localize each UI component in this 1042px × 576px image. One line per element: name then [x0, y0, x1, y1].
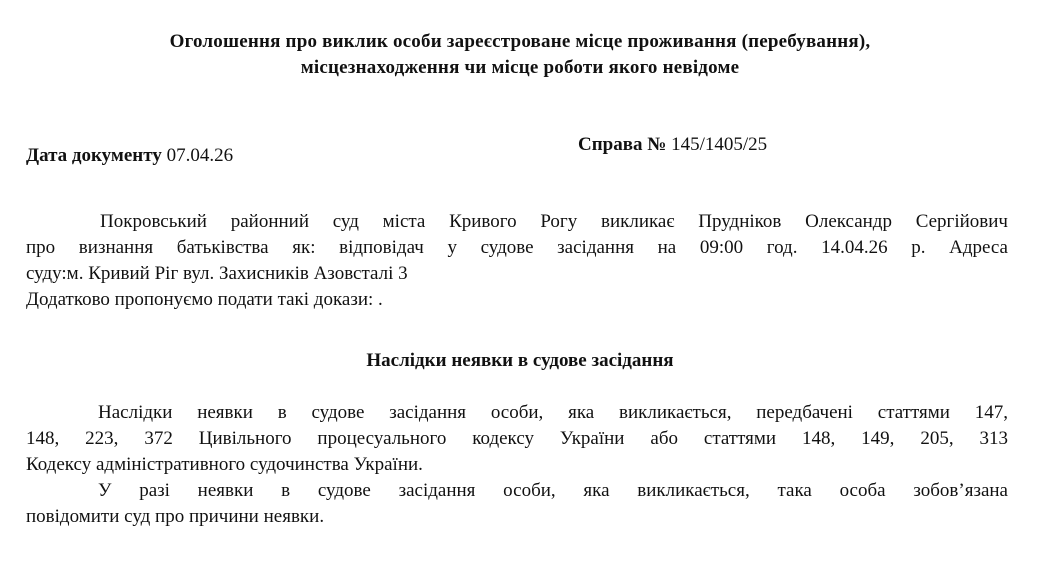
- document-date: [26, 145, 233, 167]
- case-number-label: Справа №: [578, 134, 667, 155]
- consequences-paragraph: [26, 400, 1008, 530]
- consequences-line-5: повідомити суд про причини неявки.: [26, 506, 325, 527]
- case-number-value: 145/1405/25: [671, 134, 768, 155]
- summons-paragraph: [26, 209, 1008, 313]
- consequences-line-4: У разі неявки в судове засідання особи, яка викликається, така особа зобов’язана: [98, 480, 1008, 501]
- heading-line-1: Оголошення про виклик особи зареєстроване місце проживання (перебування),: [169, 31, 871, 52]
- heading-line-2: місцезнаходження чи місце роботи якого невідоме: [300, 57, 740, 78]
- consequences-line-3: Кодексу адміністративного судочинства України.: [26, 454, 423, 475]
- document-date-label: Дата документу: [26, 145, 162, 166]
- summons-line-3: суду:м. Кривий Ріг вул. Захисників Азовсталі 3: [26, 263, 408, 284]
- summons-line-1: Покровський районний суд міста Кривого Рогу викликає Прудніков Олександр Сергійович: [100, 211, 1008, 232]
- case-number: [578, 134, 767, 156]
- document-date-value: 07.04.26: [166, 145, 234, 166]
- consequences-line-1: Наслідки неявки в судове засідання особи, яка викликається, передбачені статтями 147,: [98, 402, 1008, 423]
- consequences-line-2: 148, 223, 372 Цивільного процесуального кодексу України або статтями 148, 149, 205, 313: [26, 428, 1008, 449]
- summons-line-2: про визнання батьківства як: відповідач у судове засідання на 09:00 год. 14.04.26 р. Адреса: [26, 237, 1008, 258]
- consequences-title: Наслідки неявки в судове засідання: [366, 350, 674, 371]
- summons-line-4: Додатково пропонуємо подати такі докази: .: [26, 289, 383, 310]
